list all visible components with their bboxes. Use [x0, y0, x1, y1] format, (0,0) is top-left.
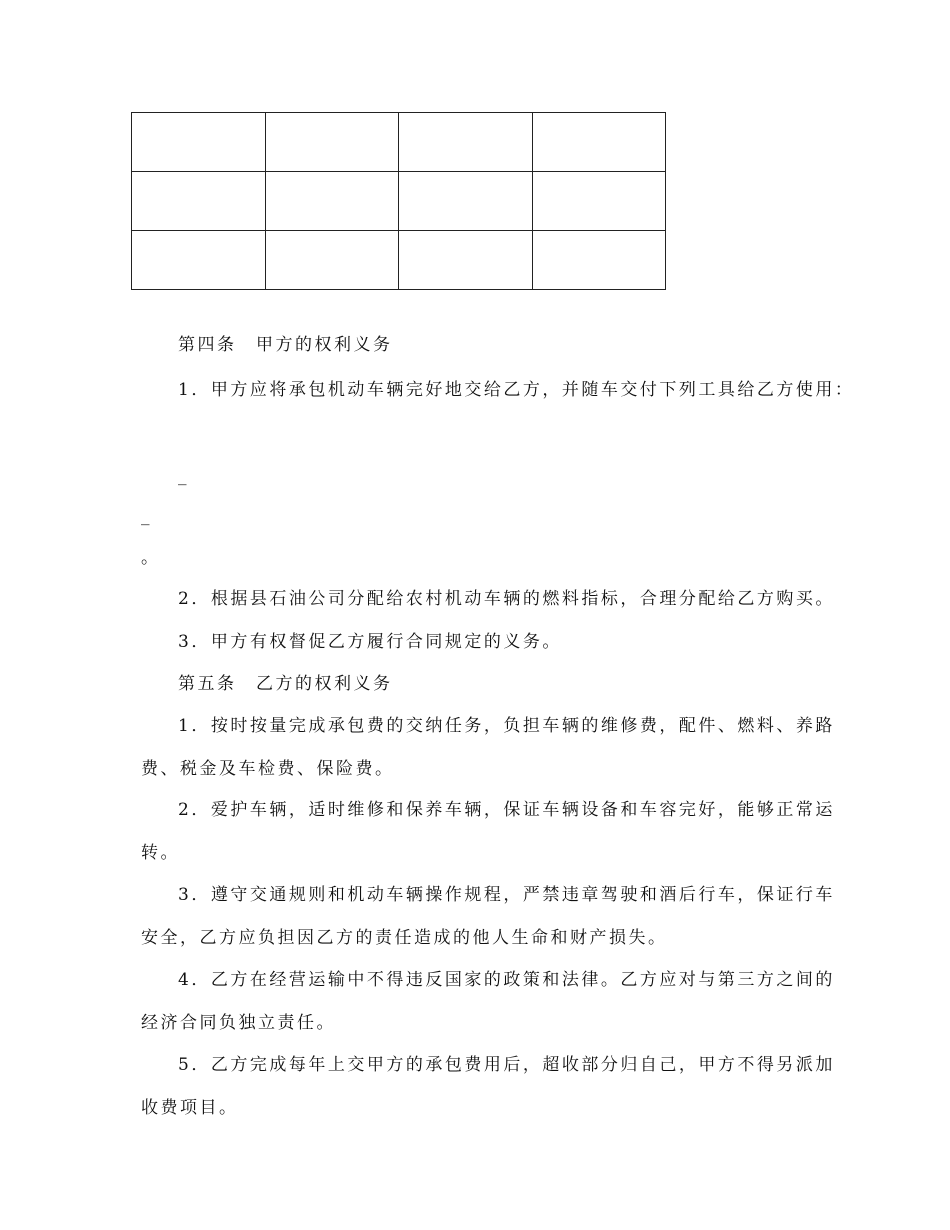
article5-item5-line2: 收费项目。: [141, 1098, 239, 1118]
table-cell: [399, 231, 533, 290]
article5-item3-line2: 安全，乙方应负担因乙方的责任造成的他人生命和财产损失。: [141, 928, 668, 948]
table-cell: [532, 113, 666, 172]
table-cell: [399, 172, 533, 231]
article4-item1: 1．甲方应将承包机动车辆完好地交给乙方，并随车交付下列工具给乙方使用：: [178, 380, 855, 400]
table-cell: [132, 172, 266, 231]
table-row: [132, 231, 666, 290]
article4-item2: 2．根据县石油公司分配给农村机动车辆的燃料指标，合理分配给乙方购买。: [178, 589, 835, 609]
article5-item5-line1: 5．乙方完成每年上交甲方的承包费用后，超收部分归自己，甲方不得另派加: [178, 1055, 835, 1075]
article4-item3: 3．甲方有权督促乙方履行合同规定的义务。: [178, 632, 562, 652]
article5-item2-line2: 转。: [141, 843, 180, 863]
table-cell: [532, 231, 666, 290]
article5-item1-line1: 1．按时按量完成承包费的交纳任务，负担车辆的维修费，配件、燃料、养路: [178, 716, 835, 736]
table-cell: [532, 172, 666, 231]
article5-item4-line2: 经济合同负独立责任。: [141, 1013, 336, 1033]
table-cell: [399, 113, 533, 172]
article4-heading: 第四条 甲方的权利义务: [178, 335, 393, 355]
table-cell: [132, 113, 266, 172]
table-cell: [265, 113, 399, 172]
article5-item2-line1: 2．爱护车辆，适时维修和保养车辆，保证车辆设备和车容完好，能够正常运: [178, 800, 835, 820]
blank-line-2: _: [141, 506, 150, 526]
blank-table: [131, 112, 666, 290]
article5-heading: 第五条 乙方的权利义务: [178, 674, 393, 694]
blank-line-1: _: [178, 466, 187, 486]
table-cell: [132, 231, 266, 290]
table-row: [132, 172, 666, 231]
table-cell: [265, 172, 399, 231]
table-cell: [265, 231, 399, 290]
table-row: [132, 113, 666, 172]
article5-item1-line2: 费、税金及车检费、保险费。: [141, 759, 395, 779]
article5-item3-line1: 3．遵守交通规则和机动车辆操作规程，严禁违章驾驶和酒后行车，保证行车: [178, 885, 835, 905]
end-mark: 。: [141, 548, 161, 568]
article5-item4-line1: 4．乙方在经营运输中不得违反国家的政策和法律。乙方应对与第三方之间的: [178, 970, 835, 990]
